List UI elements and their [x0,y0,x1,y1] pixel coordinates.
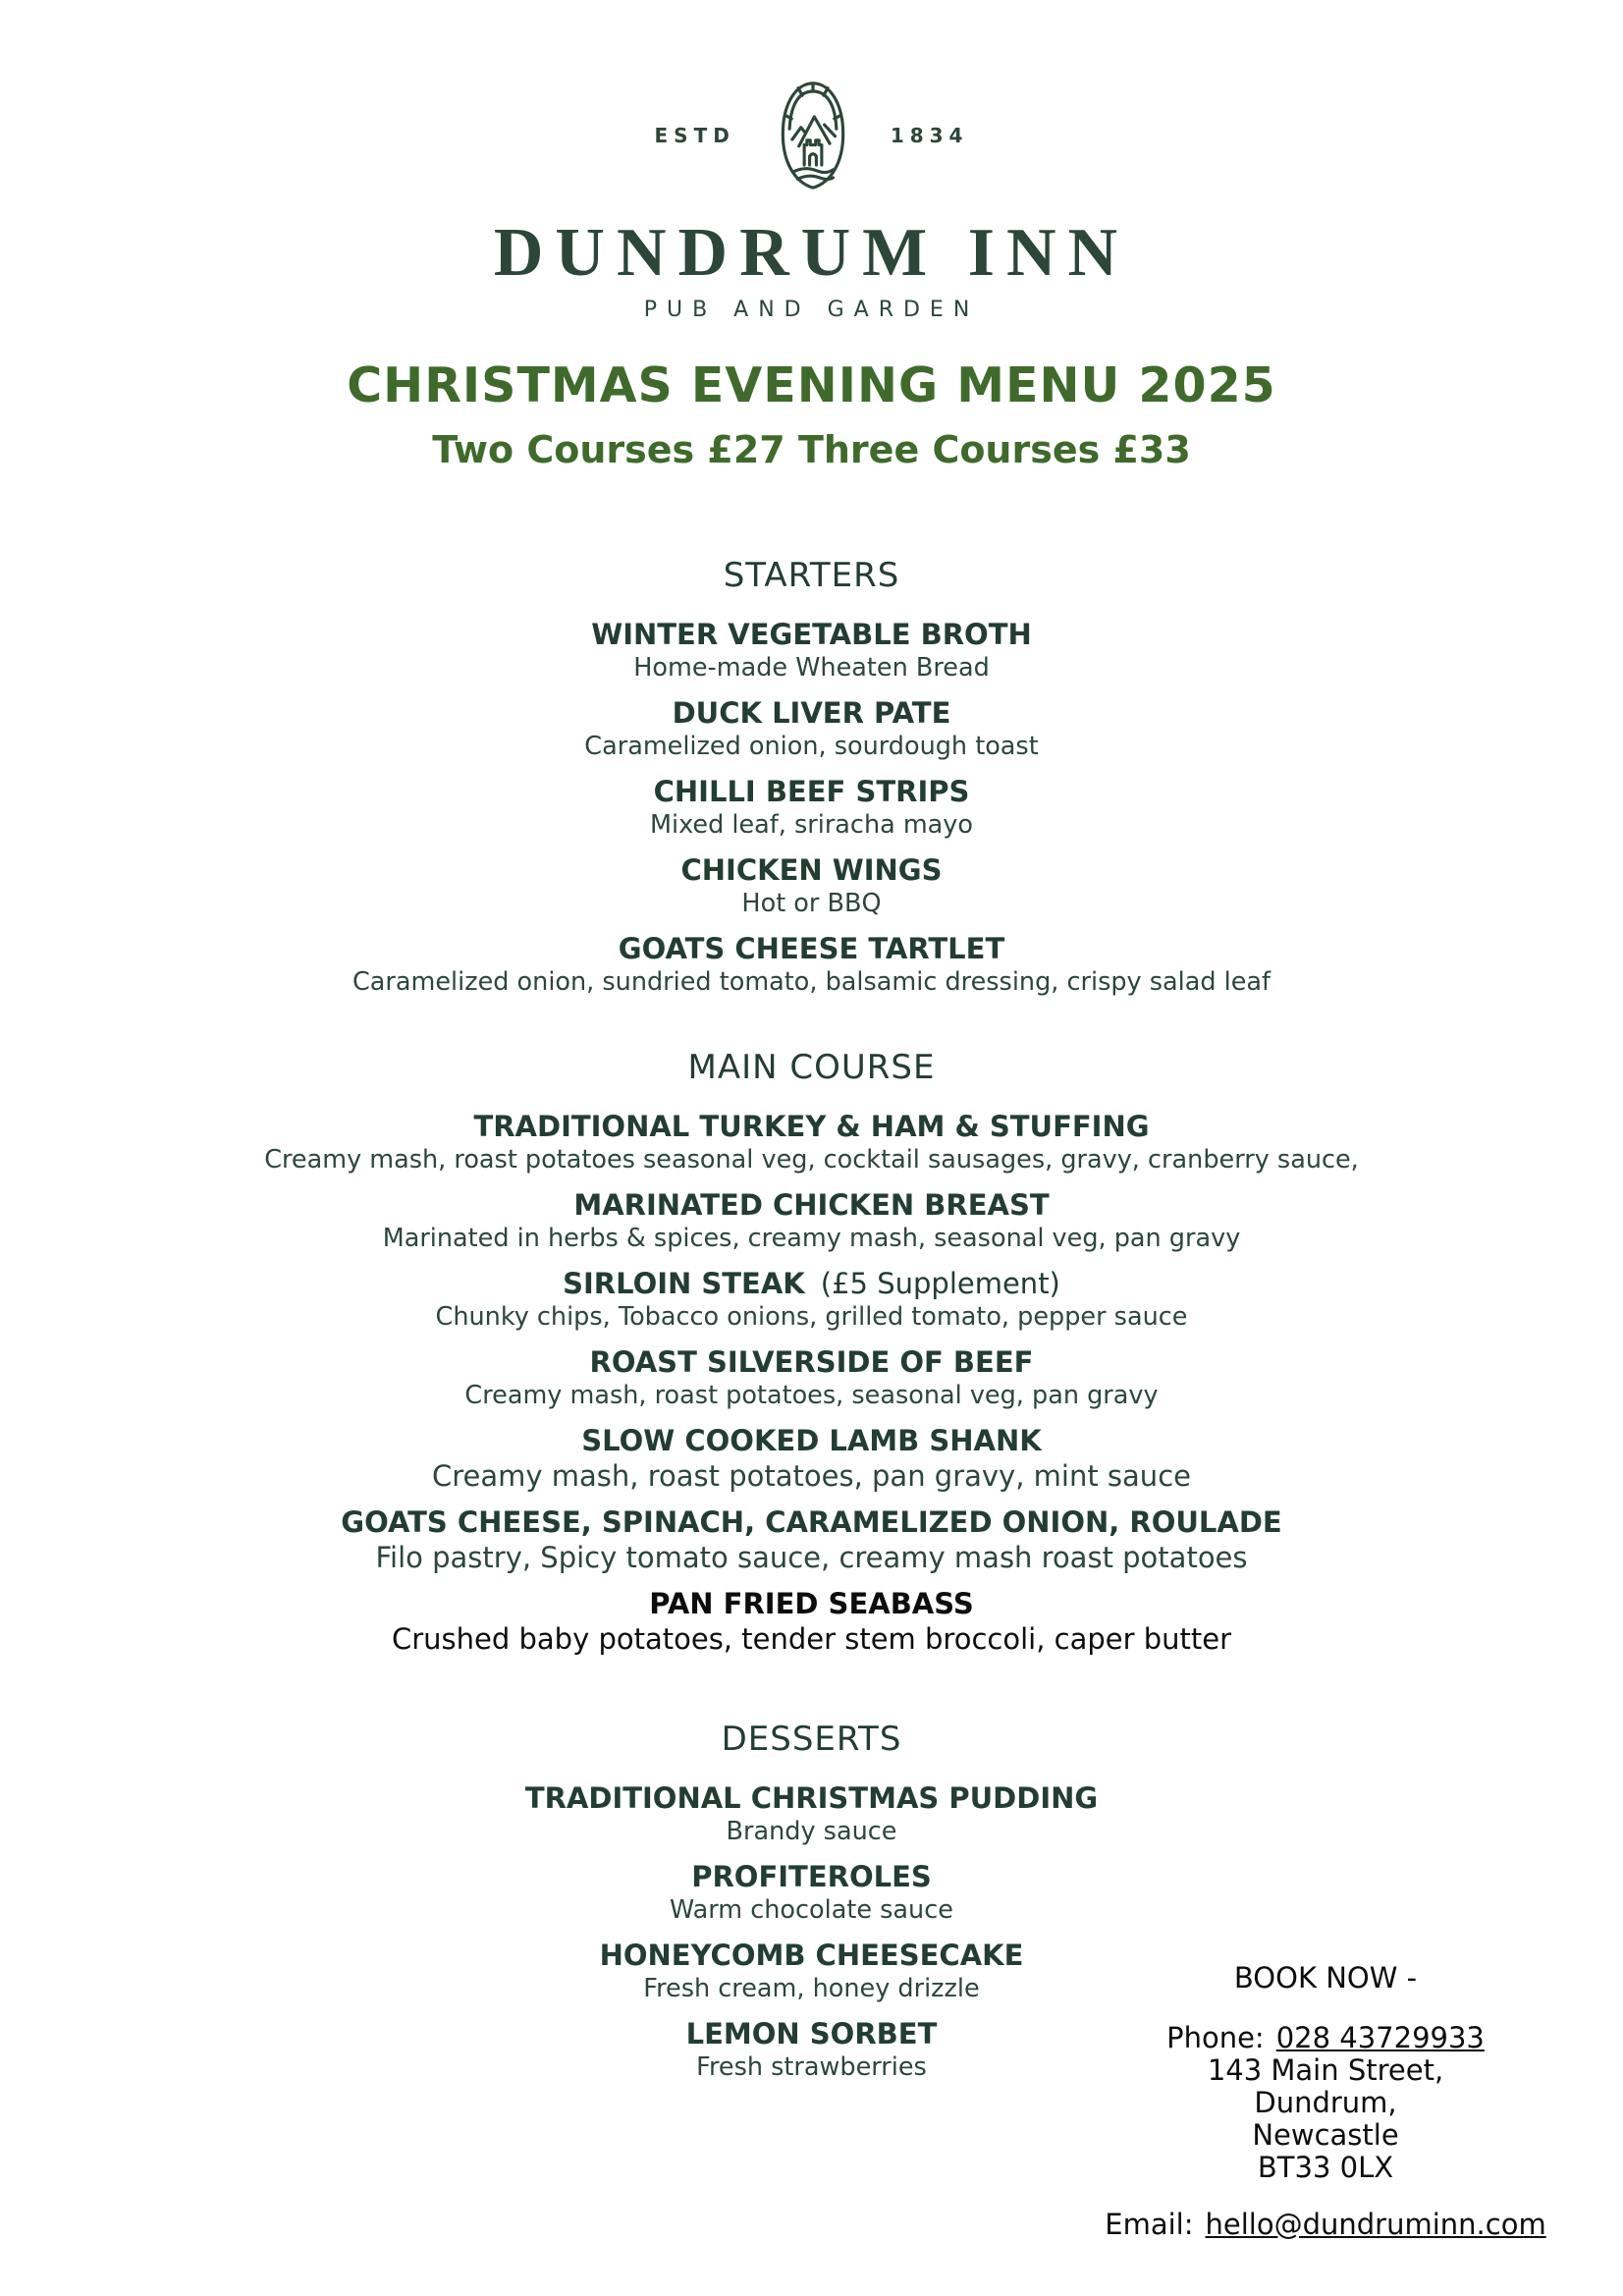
menu-section [115,1050,1509,1657]
menu-item-description: Creamy mash, roast potatoes, pan gravy, mint sauce [432,1459,1191,1493]
book-now-label: BOOK NOW - [1233,1961,1418,1995]
menu-item [115,697,1509,763]
menu-item [115,1111,1509,1176]
menu-item-description: Fresh strawberries [696,2052,927,2082]
menu-item-description: Creamy mash, roast potatoes, seasonal veg, pan gravy [464,1381,1159,1410]
section-heading: STARTERS [723,556,900,595]
address-line: 143 Main Street, [1207,2053,1444,2087]
menu-item-name: ROAST SILVERSIDE OF BEEF [589,1345,1034,1379]
menu-item-name: CHILLI BEEF STRIPS [653,775,970,808]
menu-item [115,1425,1509,1494]
address-line: Dundrum, [1254,2086,1397,2119]
crest-icon [769,77,857,194]
menu-item-name: WINTER VEGETABLE BROTH [591,618,1032,651]
email-link[interactable]: hello@dundruminn.com [1205,2208,1546,2241]
menu-item-description: Caramelized onion, sourdough toast [584,732,1039,761]
section-heading: MAIN COURSE [687,1048,936,1087]
menu-sections [115,558,1509,2084]
phone-label: Phone: [1166,2021,1265,2054]
menu-item-name: GOATS CHEESE, SPINACH, CARAMELIZED ONION, ROULADE [341,1505,1282,1539]
menu-item [115,1506,1509,1575]
phone-line [1095,2022,1556,2054]
phone-link[interactable]: 028 43729933 [1275,2021,1485,2054]
menu-item-description: Hot or BBQ [741,889,882,918]
menu-item-description: Warm chocolate sauce [670,1895,953,1925]
menu-item-name: TRADITIONAL CHRISTMAS PUDDING [524,1781,1099,1815]
menu-item [115,1189,1509,1255]
brand-tagline: PUB AND GARDEN [643,298,980,322]
menu-pricing: Two Courses £27 Three Courses £33 [432,428,1191,471]
menu-item [115,933,1509,999]
brand-name: DUNDRUM INN [493,215,1130,291]
menu-item [115,776,1509,842]
menu-item-description: Creamy mash, roast potatoes seasonal veg, cocktail sausages, gravy, cranberry sauce, [264,1145,1359,1175]
menu-item [115,1588,1509,1657]
menu-item-description: Chunky chips, Tobacco onions, grilled tomato, pepper sauce [435,1302,1188,1332]
menu-item-description: Caramelized onion, sundried tomato, balsamic dressing, crispy salad leaf [352,967,1271,997]
menu-item-description: Brandy sauce [726,1817,897,1846]
menu-item [115,854,1509,920]
menu-item [115,619,1509,684]
menu-item-supplement: (£5 Supplement) [820,1267,1060,1300]
menu-item-name: SIRLOIN STEAK (£5 Supplement) [563,1267,1060,1300]
menu-item-name: HONEYCOMB CHEESECAKE [599,1939,1024,1972]
menu-item [115,1861,1509,1927]
address-line: Newcastle [1252,2118,1399,2152]
section-heading: DESSERTS [721,1720,902,1759]
menu-item-description: Marinated in herbs & spices, creamy mash, seasonal veg, pan gravy [382,1224,1241,1253]
menu-item-name: PAN FRIED SEABASS [649,1587,974,1620]
menu-item-name: MARINATED CHICKEN BREAST [573,1188,1050,1222]
menu-item-name: CHICKEN WINGS [680,853,943,887]
email-label: Email: [1105,2208,1194,2241]
email-line [1095,2209,1556,2241]
menu-item-name: DUCK LIVER PATE [672,696,951,730]
menu-section [115,558,1509,999]
menu-item-name: TRADITIONAL TURKEY & HAM & STUFFING [473,1110,1150,1143]
contact-block [1095,1962,1556,2241]
menu-item-description: Home-made Wheaten Bread [633,653,990,683]
menu-item [115,1346,1509,1412]
menu-item [115,1782,1509,1848]
menu-item-description: Mixed leaf, sriracha mayo [650,810,973,840]
estd-label: ESTD [654,124,735,147]
menu-item-name: LEMON SORBET [685,2017,938,2050]
brand-badge-row [0,77,1623,194]
menu-item-name: SLOW COOKED LAMB SHANK [581,1424,1042,1457]
menu-item-name: PROFITEROLES [691,1860,932,1893]
menu-item-description: Filo pastry, Spicy tomato sauce, creamy mash roast potatoes [375,1541,1248,1574]
menu-item-description: Fresh cream, honey drizzle [643,1974,980,2003]
menu-title: CHRISTMAS EVENING MENU 2025 [347,357,1276,413]
estd-year: 1834 [890,124,969,147]
brand-header [0,0,1623,469]
address-line: BT33 0LX [1257,2151,1394,2184]
menu-item-description: Crushed baby potatoes, tender stem broccoli, caper butter [391,1622,1232,1656]
menu-item-name: GOATS CHEESE TARTLET [618,932,1005,965]
menu-item [115,1268,1509,1334]
